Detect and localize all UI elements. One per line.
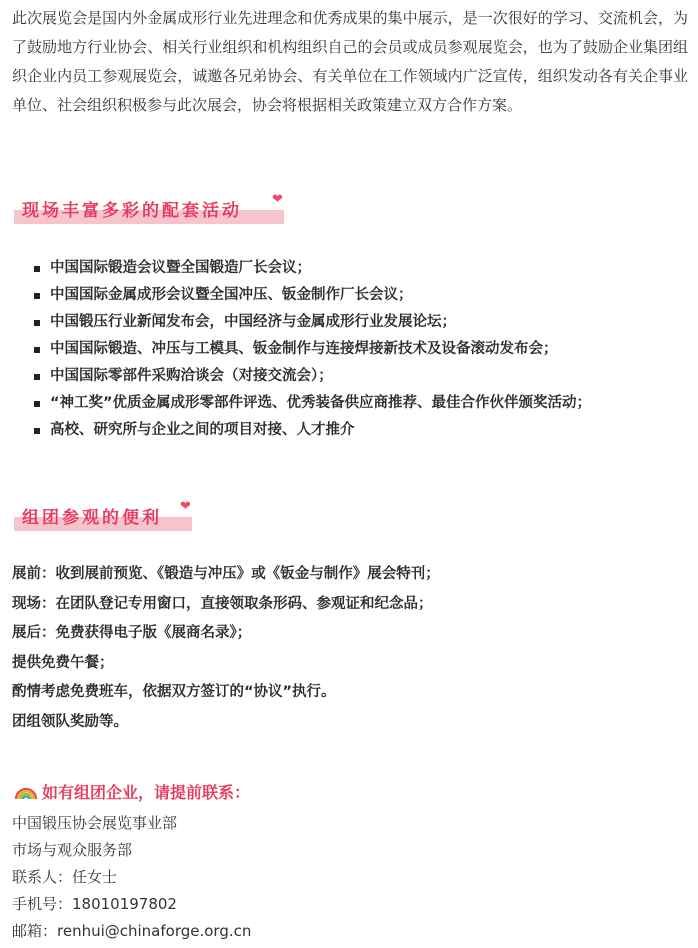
- activities-heading: [14, 192, 283, 226]
- activities-list: [30, 255, 591, 444]
- list-item: 中国锻压行业新闻发布会，中国经济与金属成形行业发展论坛；: [30, 309, 591, 336]
- heart-icon: ❤: [180, 499, 191, 514]
- square-bullet-icon: [34, 293, 40, 299]
- square-bullet-icon: [34, 347, 40, 353]
- convenience-heading: [14, 499, 191, 533]
- list-item: “神工奖”优质金属成形零部件评选、优秀装备供应商推荐、最佳合作伙伴颁奖活动；: [30, 390, 591, 417]
- contact-info: [12, 810, 251, 945]
- rainbow-icon: [14, 781, 38, 801]
- contact-department: 中国锻压协会展览事业部: [12, 814, 178, 832]
- convenience-list: [12, 560, 440, 737]
- contact-division: 市场与观众服务部: [12, 841, 133, 859]
- contact-person: 联系人：任女士: [12, 868, 118, 886]
- square-bullet-icon: [34, 266, 40, 272]
- contact-heading-text: 如有组团企业，请提前联系：: [42, 782, 251, 802]
- list-item: 中国国际锻造、冲压与工模具、钣金制作与连接焊接新技术及设备滚动发布会；: [30, 336, 591, 363]
- list-item: 中国国际金属成形会议暨全国冲压、钣金制作厂长会议；: [30, 282, 591, 309]
- contact-heading: [14, 778, 250, 804]
- list-item: 中国国际锻造会议暨全国锻造厂长会议；: [30, 255, 591, 282]
- list-item: 现场：在团队登记专用窗口，直接领取条形码、参观证和纪念品；: [12, 595, 433, 612]
- heart-icon: ❤: [272, 192, 283, 207]
- square-bullet-icon: [34, 428, 40, 434]
- list-item: 中国国际零部件采购洽谈会（对接交流会）；: [30, 363, 591, 390]
- contact-phone: 手机号：18010197802: [12, 895, 177, 913]
- list-item: 团组领队奖励等。: [12, 713, 128, 730]
- list-item: 提供免费午餐；: [12, 654, 114, 671]
- square-bullet-icon: [34, 374, 40, 380]
- activities-heading-text: 现场丰富多彩的配套活动: [22, 201, 242, 221]
- square-bullet-icon: [34, 320, 40, 326]
- list-item: 酌情考虑免费班车，依据双方签订的“协议”执行。: [12, 684, 336, 700]
- square-bullet-icon: [34, 401, 40, 407]
- contact-email[interactable]: 邮箱：renhui@chinaforge.org.cn: [12, 922, 252, 940]
- list-item: 展前：收到展前预览、《锻造与冲压》或《钣金与制作》展会特刊；: [12, 566, 440, 582]
- list-item: 高校、研究所与企业之间的项目对接、人才推介: [30, 417, 591, 444]
- list-item: 展后：免费获得电子版《展商名录》；: [12, 625, 252, 641]
- intro-paragraph: 此次展览会是国内外金属成形行业先进理念和优秀成果的集中展示，是一次很好的学习、交流机会，为了鼓励地方行业协会、相关行业组织和机构组织自己的会员或成员参观展览会，也为了鼓励企业集团组织企业内员工参观展览会，诚邀各兄弟协会、有关单位在工作领域内广泛宣传，组织发动各有关企事业单位、社会组织积极参与此次展会，协会将根据相关政策建立双方合作方案。: [12, 9, 688, 114]
- convenience-heading-text: 组团参观的便利: [22, 508, 162, 528]
